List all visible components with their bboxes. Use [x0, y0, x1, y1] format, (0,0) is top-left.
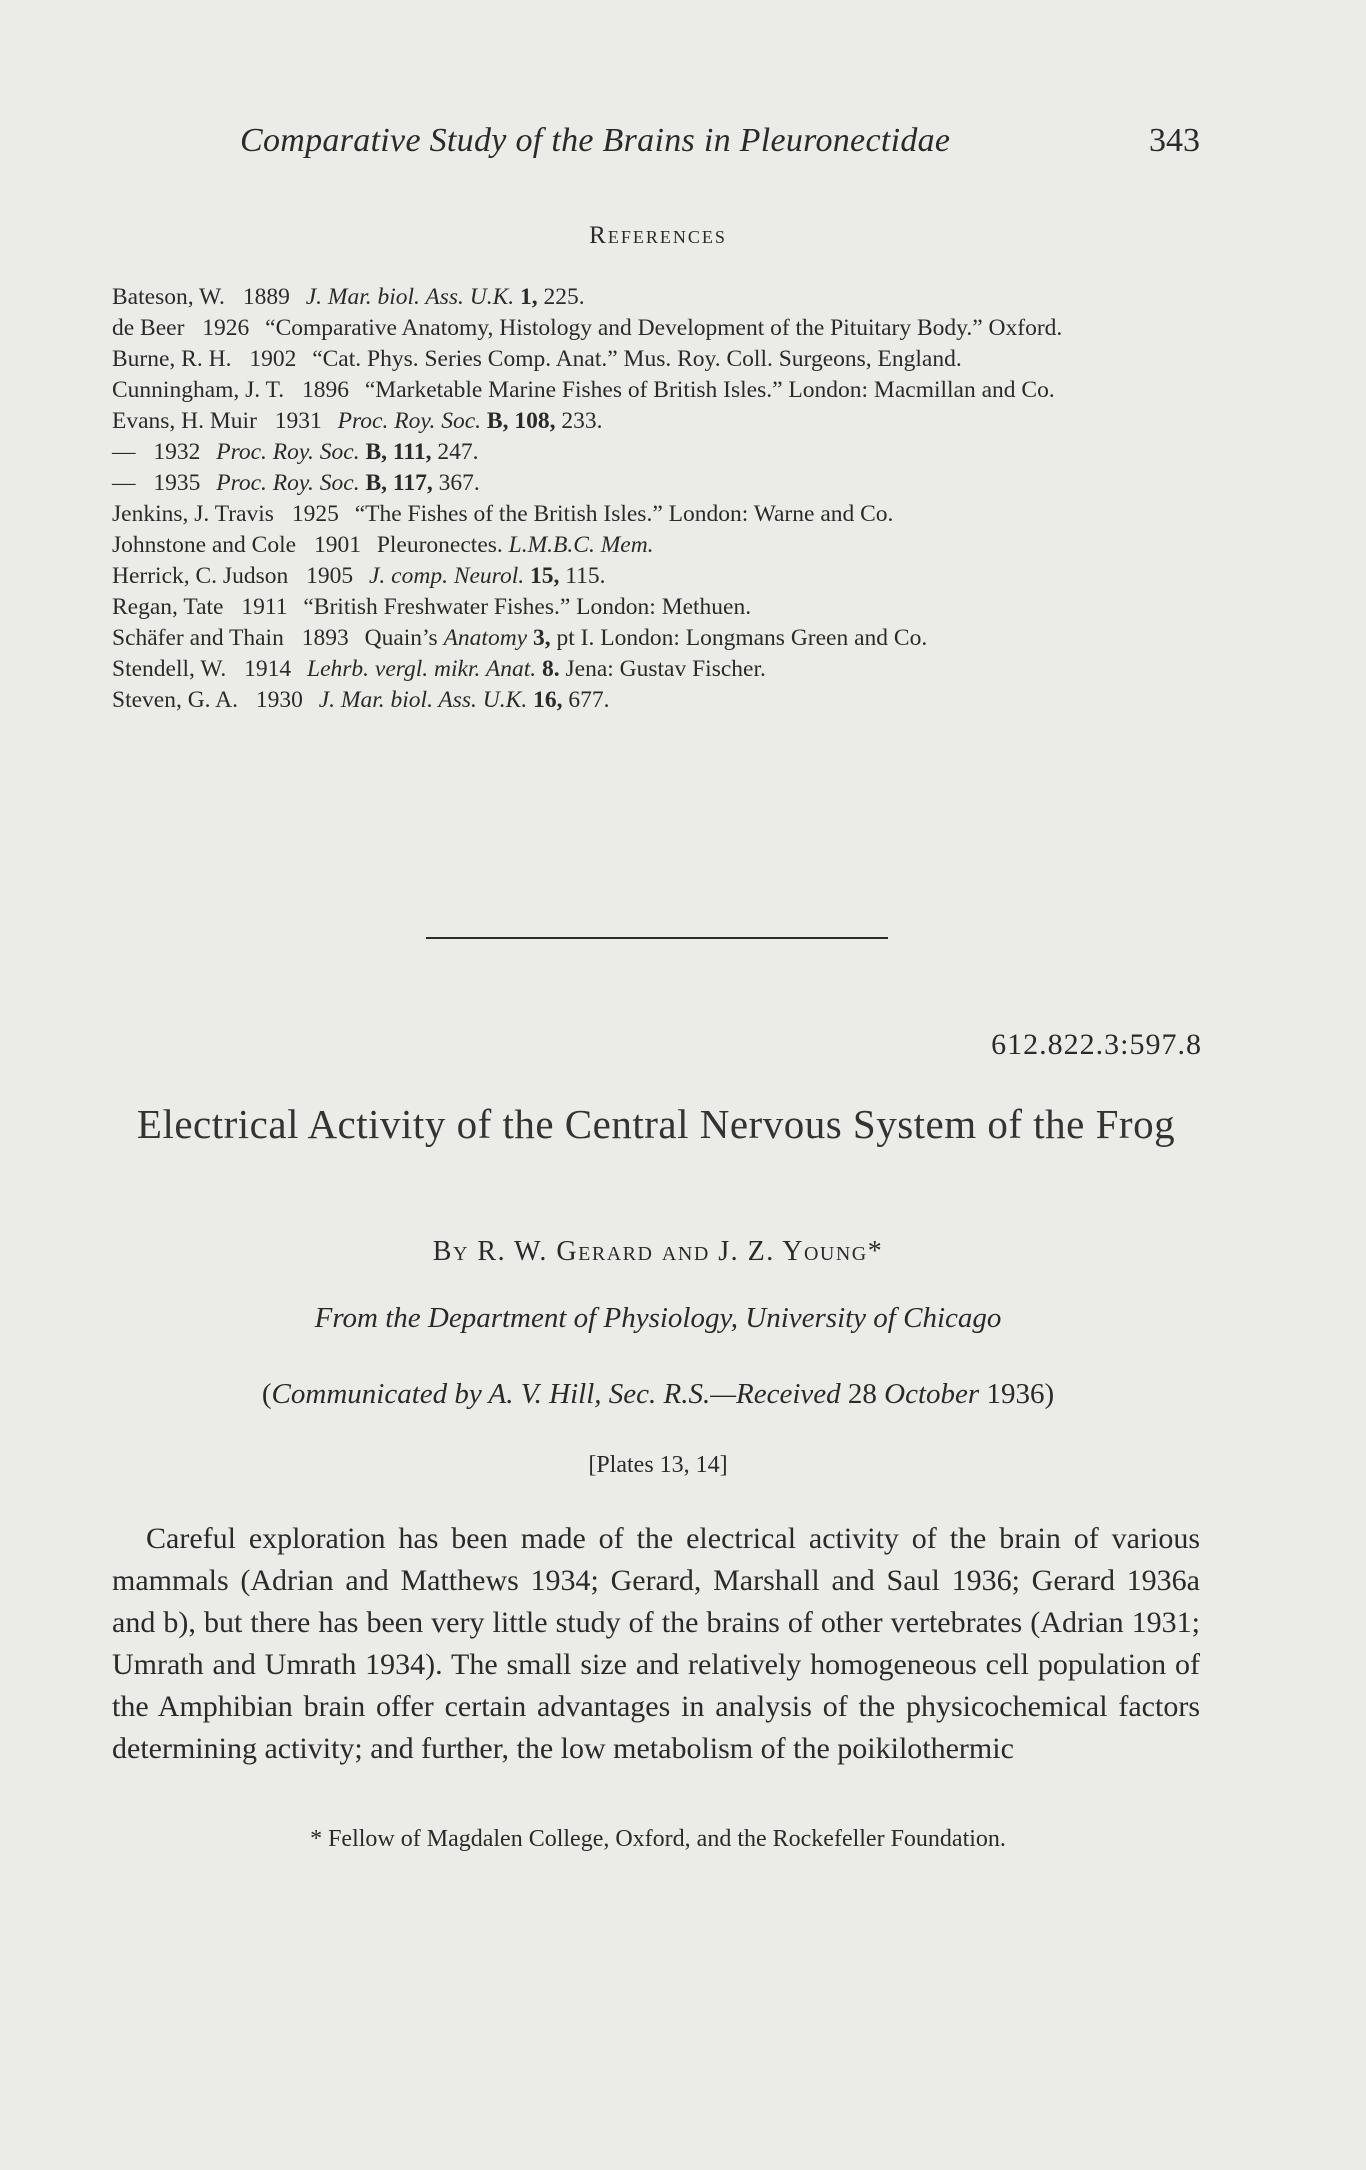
- reference-text: Quain’s: [364, 625, 438, 651]
- reference-entry: [112, 406, 1200, 437]
- reference-pages: pt I. London: Longmans Green and Co.: [556, 625, 928, 651]
- reference-volume: B, 117,: [365, 470, 433, 496]
- reference-journal: J. Mar. biol. Ass. U.K.: [305, 284, 515, 310]
- received-year: 1936): [986, 1378, 1055, 1410]
- reference-entry: [112, 561, 1200, 592]
- section-divider: [426, 937, 888, 939]
- reference-entry: [112, 530, 1200, 561]
- communicated-line: [0, 1378, 1316, 1411]
- reference-entry: [112, 313, 1200, 344]
- reference-author: Schäfer and Thain: [112, 625, 284, 651]
- reference-author: Burne, R. H.: [112, 346, 232, 372]
- reference-journal: J. Mar. biol. Ass. U.K.: [318, 687, 528, 713]
- reference-year: 1901: [313, 532, 361, 558]
- reference-entry: [112, 375, 1200, 406]
- reference-volume: 3,: [533, 625, 551, 651]
- reference-year: 1935: [153, 470, 201, 496]
- reference-entry: [112, 437, 1200, 468]
- page-number: 343: [1149, 122, 1200, 159]
- reference-text: “Cat. Phys. Series Comp. Anat.” Mus. Roy. Coll. Surgeons, England.: [312, 346, 962, 372]
- reference-pages: Jena: Gustav Fischer.: [565, 656, 766, 682]
- reference-year: 1905: [306, 563, 354, 589]
- reference-volume: 8.: [542, 656, 560, 682]
- plates-note: [Plates 13, 14]: [588, 1452, 728, 1478]
- reference-year: 1896: [302, 377, 349, 403]
- reference-entry: [112, 623, 1200, 654]
- reference-journal: Proc. Roy. Soc.: [216, 470, 360, 496]
- reference-journal: Proc. Roy. Soc.: [216, 439, 360, 465]
- reference-text: “Marketable Marine Fishes of British Isles.” London: Macmillan and Co.: [364, 377, 1055, 403]
- reference-pages: 225.: [543, 284, 585, 310]
- footnote: * Fellow of Magdalen College, Oxford, and the Rockefeller Foundation.: [310, 1826, 1006, 1852]
- running-header: [240, 122, 1200, 172]
- reference-year: 1902: [249, 346, 297, 372]
- reference-year: 1889: [242, 284, 290, 310]
- references-heading: References: [589, 222, 727, 249]
- reference-journal: Anatomy: [443, 625, 528, 651]
- reference-pages: 677.: [568, 687, 610, 713]
- reference-year: 1925: [291, 501, 339, 527]
- reference-author: Cunningham, J. T.: [112, 377, 285, 403]
- reference-author: Steven, G. A.: [112, 687, 238, 713]
- communicated-open-paren: (: [261, 1378, 272, 1410]
- reference-author: Bateson, W.: [112, 284, 225, 310]
- reference-text: Pleuronectes.: [376, 532, 503, 558]
- article-affiliation: From the Department of Physiology, University of Chicago: [314, 1302, 1002, 1334]
- reference-volume: 1,: [520, 284, 538, 310]
- reference-author: Stendell, W.: [112, 656, 227, 682]
- reference-entry: [112, 468, 1200, 499]
- reference-volume: B, 108,: [486, 408, 556, 434]
- body-paragraph: Careful exploration has been made of the electrical activity of the brain of various mammals (Adrian and Matthews 1934; Gerard, Marshall and Saul 1936; Gerard 1936a and b), but there has been very little study of the brains of other vertebrates (Adrian 1931; Umrath and Umrath 1934). The small size and relatively homogeneous cell population of the Amphibian brain offer certain advantages in analysis of the physicochemical factors determining activity; and further, the low metabolism of the poikilothermic: [112, 1522, 1200, 1765]
- reference-entry: [112, 654, 1200, 685]
- reference-journal: J. comp. Neurol.: [368, 563, 525, 589]
- reference-year: 1931: [274, 408, 322, 434]
- reference-journal: Proc. Roy. Soc.: [337, 408, 482, 434]
- reference-pages: 247.: [437, 439, 479, 465]
- running-title: Comparative Study of the Brains in Pleuronectidae: [240, 122, 951, 159]
- reference-author: de Beer: [112, 315, 185, 341]
- reference-year: 1893: [301, 625, 349, 651]
- reference-year: 1930: [255, 687, 303, 713]
- communicated-by: Communicated by A. V. Hill, Sec. R.S.—Received: [271, 1378, 841, 1410]
- reference-entry: [112, 499, 1200, 530]
- reference-author: Regan, Tate: [112, 594, 224, 620]
- reference-year: 1911: [241, 594, 288, 620]
- reference-journal: Lehrb. vergl. mikr. Anat.: [307, 656, 537, 682]
- reference-author: Evans, H. Muir: [112, 408, 257, 434]
- reference-volume: 15,: [529, 563, 560, 589]
- reference-volume: B, 111,: [365, 439, 432, 465]
- article-byline: By R. W. Gerard and J. Z. Young*: [432, 1236, 884, 1267]
- reference-author: Johnstone and Cole: [112, 532, 297, 558]
- reference-entry: [112, 282, 1200, 313]
- reference-year: 1932: [153, 439, 201, 465]
- reference-entry: [112, 685, 1200, 716]
- reference-pages: 367.: [438, 470, 480, 496]
- reference-journal: L.M.B.C. Mem.: [508, 532, 654, 558]
- reference-text: “British Freshwater Fishes.” London: Methuen.: [303, 594, 752, 620]
- reference-text: “Comparative Anatomy, Histology and Development of the Pituitary Body.” Oxford.: [265, 315, 1063, 341]
- reference-text: “The Fishes of the British Isles.” London: Warne and Co.: [354, 501, 894, 527]
- reference-author: —: [112, 439, 136, 465]
- reference-pages: 233.: [561, 408, 603, 434]
- reference-author: Jenkins, J. Travis: [112, 501, 274, 527]
- reference-entry: [112, 344, 1200, 375]
- reference-volume: 16,: [533, 687, 563, 713]
- reference-year: 1926: [202, 315, 250, 341]
- received-day: 28: [847, 1378, 877, 1410]
- reference-entry: [112, 592, 1200, 623]
- reference-pages: 115.: [565, 563, 606, 589]
- reference-year: 1914: [244, 656, 292, 682]
- reference-author: Herrick, C. Judson: [112, 563, 289, 589]
- udc-classification: 612.822.3:597.8: [991, 1028, 1202, 1061]
- references-list: [112, 282, 1200, 716]
- received-month: October: [884, 1378, 980, 1410]
- article-title: Electrical Activity of the Central Nervous System of the Frog: [136, 1101, 1176, 1147]
- reference-author: —: [112, 470, 136, 496]
